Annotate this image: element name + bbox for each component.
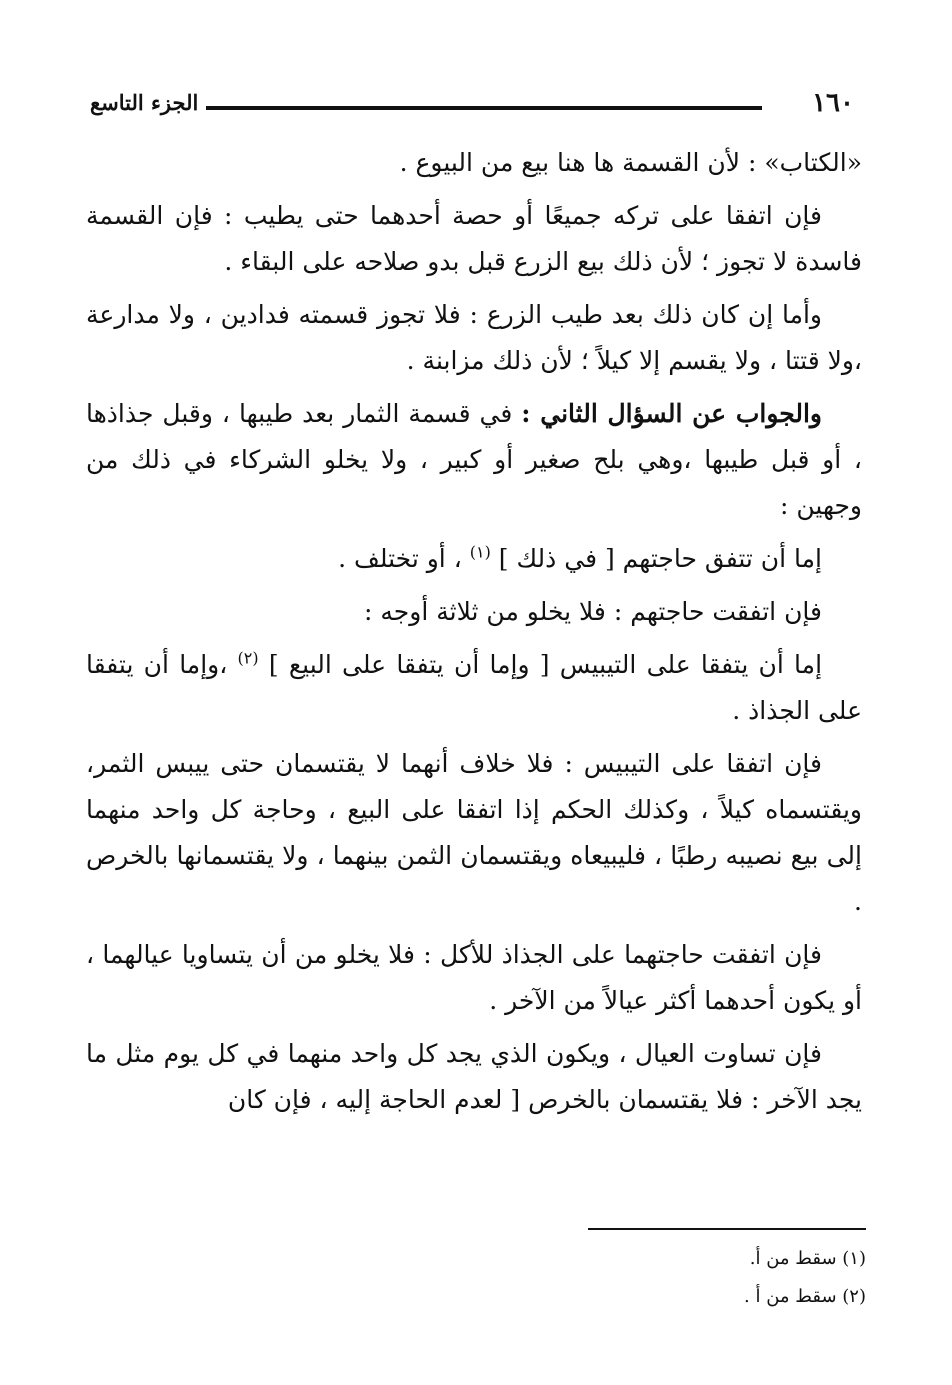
running-header [90,86,854,126]
paragraph: «الكتاب» : لأن القسمة ها هنا بيع من البيوع . [399,148,862,177]
footnotes [466,1240,866,1316]
paragraph-text: ، أو تختلف . [338,544,470,573]
paragraph-text: ،وإما أن يتفقا على الجذاذ . [86,650,862,725]
paragraph: فإن تساوت العيال ، ويكون الذي يجد كل واحد منهما في كل يوم مثل ما يجد الآخر : فلا يقتسمان بالخرص [ لعدم الحاجة إليه ، فإن كان [86,1039,862,1114]
footnote: (١) سقط من أ. [749,1248,866,1269]
paragraph: فإن اتفقا على التيبيس : فلا خلاف أنهما لا يقتسمان حتى ييبس الثمر، ويقتسماه كيلاً ، وكذلك الحكم إذا اتفقا على البيع ، وحاجة كل واحد منهما إلى بيع نصيبه رطبًا ، فليبيعاه ويقتسمان الثمن بينهما ، ولا يقتسمانها بالخرص . [86,749,862,916]
footnote-reference: (١) [469,542,491,562]
paragraph: وأما إن كان ذلك بعد طيب الزرع : فلا تجوز قسمته فدادين ، ولا مدارعة ،ولا قتتا ، ولا يقسم إلا كيلاً ؛ لأن ذلك مزابنة . [86,300,862,375]
page-number: ١٦٠ [812,88,854,118]
footnote-reference: (٢) [237,648,259,668]
paragraph-text: إما أن تتفق حاجتهم [ في ذلك ] [498,544,822,573]
book-part-title: الجزء التاسع [90,90,199,115]
answer-heading: والجواب عن السؤال الثاني : [521,399,823,428]
footnote: (٢) سقط من أ . [744,1286,866,1307]
footnote-divider [588,1228,866,1230]
paragraph [86,642,862,734]
paragraph: فإن اتفقا على تركه جميعًا أو حصة أحدهما حتى يطيب : فإن القسمة فاسدة لا تجوز ؛ لأن ذلك بيع الزرع قبل بدو صلاحه على البقاء . [86,201,862,276]
header-rule [206,106,762,110]
paragraph-text: إما أن يتفقا على التيبيس [ وإما أن يتفقا على البيع ] [268,650,823,679]
paragraph: فإن اتفقت حاجتهم : فلا يخلو من ثلاثة أوجه : [364,597,822,626]
paragraph-text: في قسمة الثمار بعد طيبها ، وقبل جذاذها ، أو قبل طيبها ،وهي بلح صغير أو كبير ، ولا يخلو الشركاء في ذلك من وجهين : [86,399,862,520]
paragraph [86,536,862,582]
paragraph [86,391,862,529]
body-text [86,140,862,1130]
paragraph: فإن اتفقت حاجتهما على الجذاذ للأكل : فلا يخلو من أن يتساويا عيالهما ، أو يكون أحدهما أكثر عيالاً من الآخر . [86,940,862,1015]
